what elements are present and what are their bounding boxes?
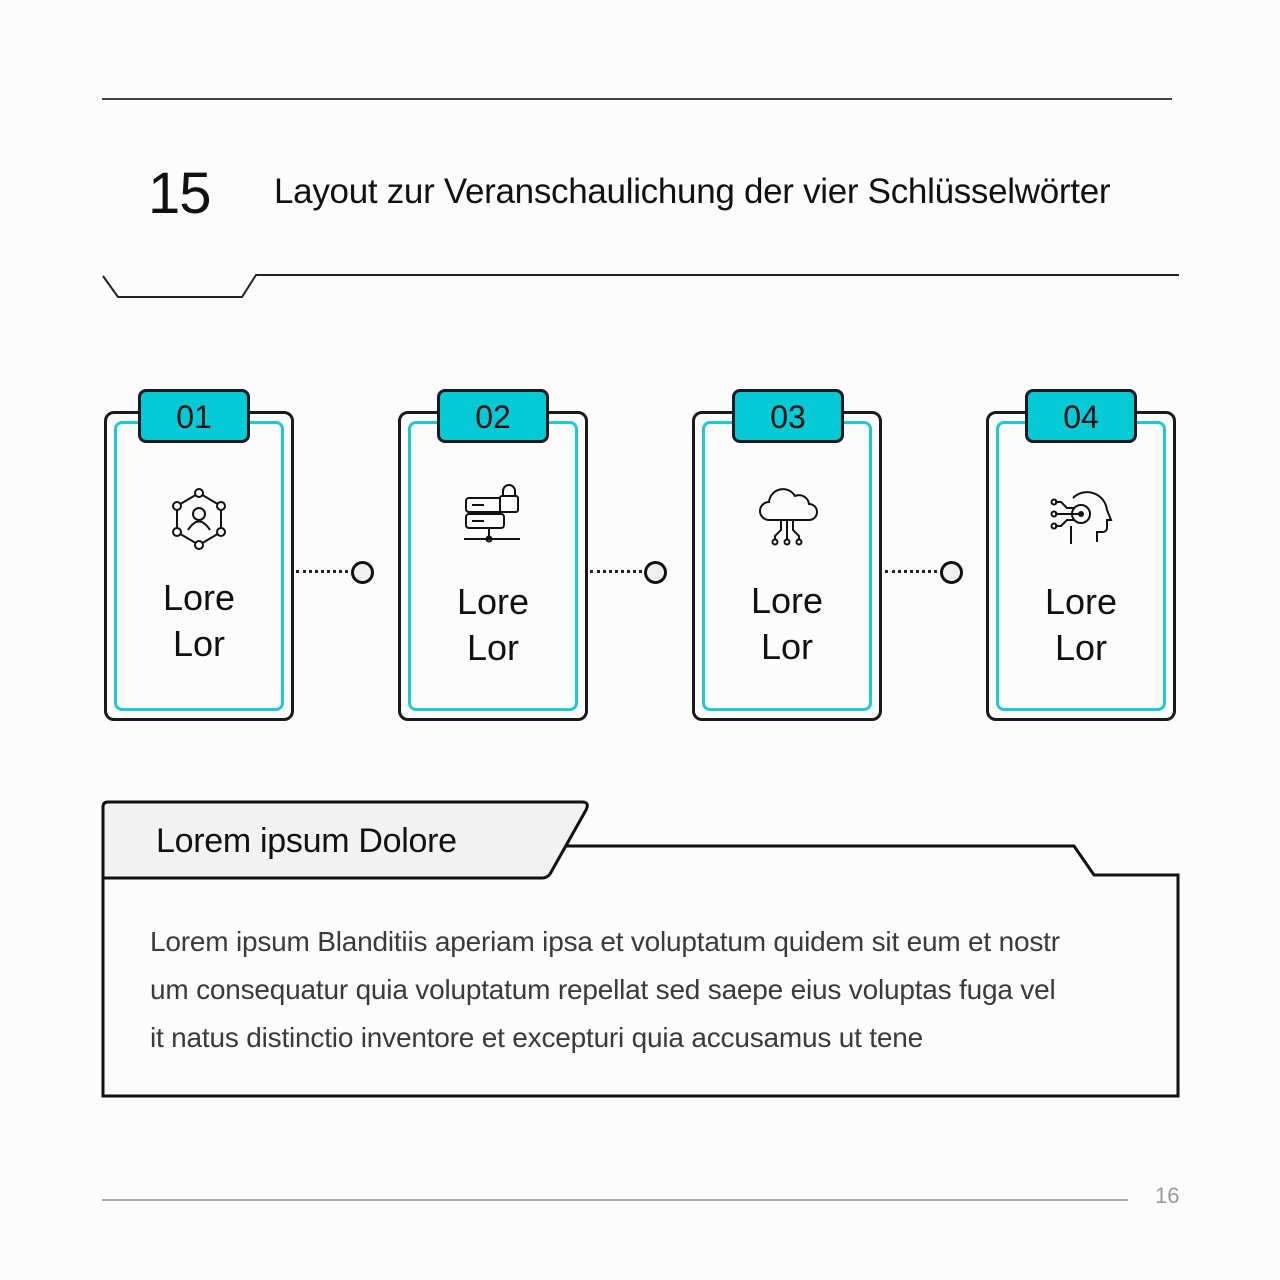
step-label-line2: Lor	[1054, 627, 1108, 668]
page-title: Layout zur Veranschaulichung der vier Schlüsselwörter	[274, 172, 1111, 211]
step-label	[104, 575, 294, 667]
connector-node	[351, 561, 374, 584]
section-body	[150, 918, 1150, 1062]
step-number-badge: 03	[732, 389, 844, 443]
connector-node	[940, 561, 963, 584]
step-label	[692, 578, 882, 670]
step-label-line1: Lore	[1044, 581, 1118, 622]
step-label-line2: Lor	[172, 623, 226, 664]
page-number: 16	[1155, 1183, 1180, 1208]
step-number-badge: 02	[437, 389, 549, 443]
body-line: Lorem ipsum Blanditiis aperiam ipsa et voluptatum quidem sit eum et nostr	[150, 926, 1060, 957]
step-number-badge: 04	[1025, 389, 1137, 443]
footer-divider	[102, 1199, 1128, 1201]
step-label-line1: Lore	[750, 580, 824, 621]
step-card-1	[104, 411, 294, 721]
body-line: it natus distinctio inventore et excepturi quia accusamus ut tene	[150, 1022, 923, 1053]
step-card-2	[398, 411, 588, 721]
body-line: um consequatur quia voluptatum repellat sed saepe eius voluptas fuga vel	[150, 974, 1056, 1005]
cloud-network-icon	[755, 484, 819, 548]
step-label-line2: Lor	[760, 626, 814, 667]
step-label	[398, 579, 588, 671]
connector-dots	[296, 570, 348, 573]
section-number: 15	[148, 161, 211, 226]
step-label-line2: Lor	[466, 627, 520, 668]
step-label-line1: Lore	[456, 581, 530, 622]
connector-node	[644, 561, 667, 584]
ai-head-icon	[1049, 486, 1113, 550]
server-lock-icon	[462, 484, 526, 548]
network-user-icon	[167, 487, 231, 551]
connector-dots	[885, 570, 937, 573]
step-card-4	[986, 411, 1176, 721]
step-label	[986, 579, 1176, 671]
connector-dots	[590, 570, 642, 573]
step-label-line1: Lore	[162, 577, 236, 618]
step-card-3	[692, 411, 882, 721]
step-number-badge: 01	[138, 389, 250, 443]
section-title: Lorem ipsum Dolore	[156, 822, 457, 860]
